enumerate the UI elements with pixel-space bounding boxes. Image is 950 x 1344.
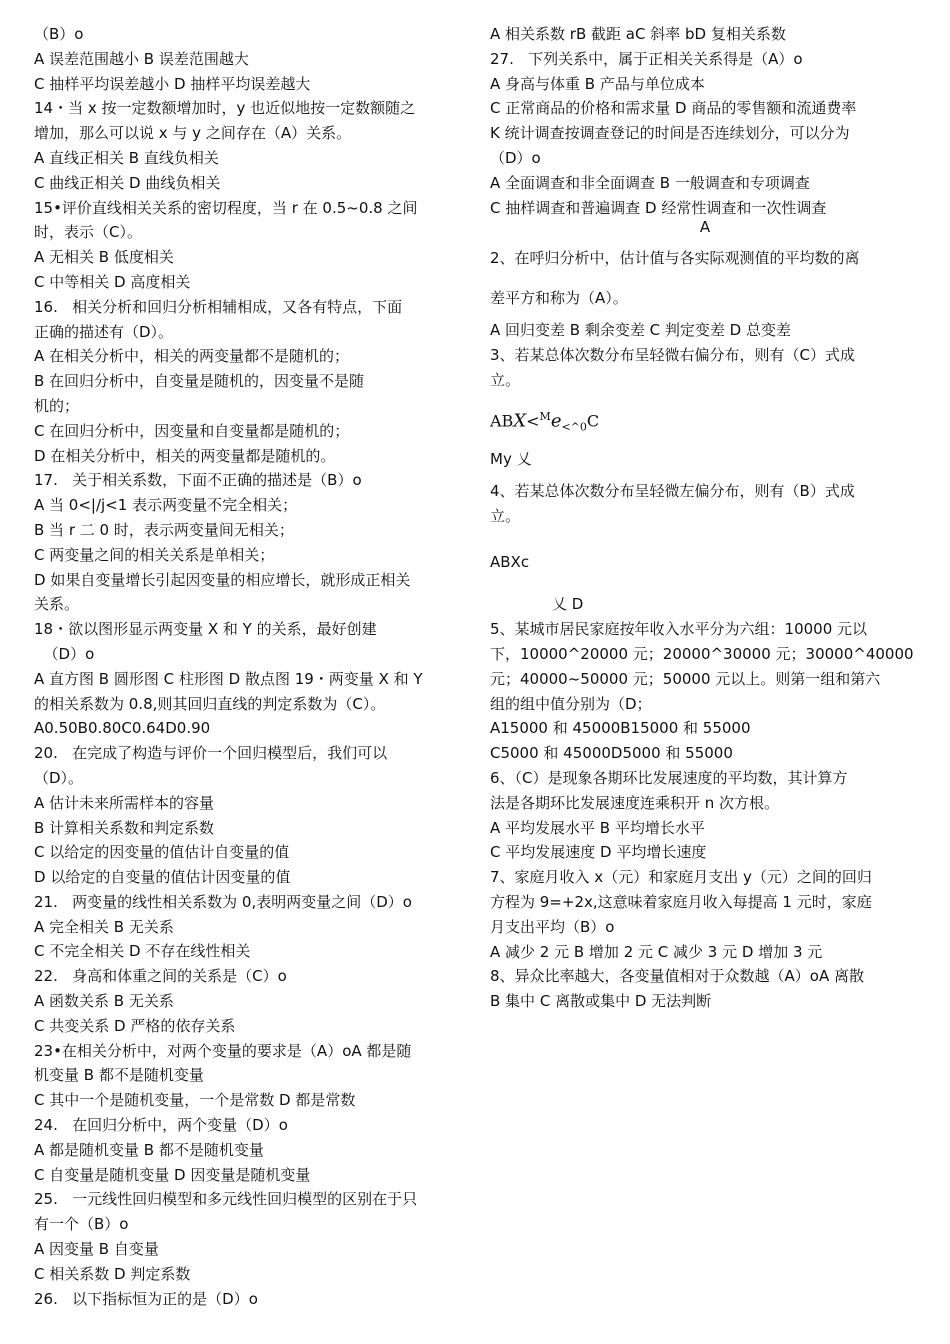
yi-d-line: 乂 D (552, 595, 584, 614)
left-line-4: 增加，那么可以说 x 与 y 之间存在（A）关系。 (34, 124, 352, 143)
left-line-0: （B）o (34, 25, 84, 43)
q3-line-1: 3、若某总体次数分布呈轻微右偏分布，则有（C）式成 (490, 346, 856, 365)
left-line-30: （D）。 (34, 768, 84, 787)
left-line-49: A 因变量 B 自变量 (34, 1240, 159, 1259)
left-column (34, 22, 464, 1311)
q4-line-2: 立。 (490, 506, 521, 525)
left-line-40: C 共变关系 D 严格的依存关系 (34, 1016, 236, 1035)
left-line-48: 有一个（B）o (34, 1215, 129, 1234)
right-line-b-2: 元；40000~50000 元；50000 元以上。则第一组和第六 (490, 669, 881, 688)
formula-m: M (539, 409, 551, 423)
left-line-39: A 函数关系 B 无关系 (34, 992, 174, 1011)
right-line-b-4: A15000 和 45000B15000 和 55000 (490, 719, 751, 738)
left-line-45: A 都是随机变量 B 都不是随机变量 (34, 1140, 264, 1159)
right-line-b-7: 法是各期环比发展速度连乘积开 n 次方根。 (490, 793, 780, 812)
right-line-b-14: 8、异众比率越大，各变量值相对于众数越（A）oA 离散 (490, 967, 865, 986)
left-line-15: 机的； (34, 396, 80, 415)
right-line-b-5: C5000 和 45000D5000 和 55000 (490, 744, 733, 763)
formula-x: X (513, 410, 527, 432)
left-line-9: A 无相关 B 低度相关 (34, 248, 174, 267)
left-line-47: 25. 一元线性回归模型和多元线性回归模型的区别在于只 (34, 1190, 418, 1209)
formula-o: 0 (579, 420, 587, 434)
left-line-5: A 直线正相关 B 直线负相关 (34, 148, 219, 167)
left-line-2: C 抽样平均误差越小 D 抽样平均误差越大 (34, 74, 311, 93)
left-line-22: D 如果自变量增长引起因变量的相应增长，就形成正相关 (34, 570, 411, 589)
left-line-16: C 在回归分析中，因变量和自变量都是随机的； (34, 421, 350, 440)
right-block-1 (490, 22, 920, 220)
left-line-51: 26. 以下指标恒为正的是（D）o (34, 1289, 258, 1308)
left-line-13: A 在相关分析中，相关的两变量都不是随机的； (34, 347, 350, 366)
right-line-4: K 统计调查按调查登记的时间是否连续划分，可以分为 (490, 124, 850, 143)
formula-e: e (550, 410, 562, 432)
left-line-29: 20. 在完成了构造与评价一个回归模型后，我们可以 (34, 744, 388, 763)
left-line-31: A 估计未来所需样本的容量 (34, 793, 215, 812)
left-line-35: 21. 两变量的线性相关系数为 0,表明两变量之间（D）o (34, 892, 412, 911)
right-block-2 (490, 617, 920, 1014)
left-line-36: A 完全相关 B 无关系 (34, 917, 174, 936)
left-line-6: C 曲线正相关 D 曲线负相关 (34, 173, 221, 192)
left-line-38: 22. 身高和体重之间的关系是（C）o (34, 967, 287, 986)
left-line-27: 的相关系数为 0.8,则其回归直线的判定系数为（C）。 (34, 694, 386, 713)
right-line-1: 27. 下列关系中，属于正相关关系得是（A）o (490, 49, 803, 68)
left-line-14: B 在回归分析中，自变量是随机的，因变量不是随 (34, 372, 365, 391)
left-line-3: 14・当 x 按一定数额增加时，y 也近似地按一定数额随之 (34, 99, 416, 118)
formula-c: C (586, 411, 600, 431)
left-line-11: 16. 相关分析和回归分析相辅相成，又各有特点，下面 (34, 297, 403, 316)
left-line-28: A0.50B0.80C0.64D0.90 (34, 719, 211, 738)
right-line-3: C 正常商品的价格和需求量 D 商品的零售额和流通费率 (490, 99, 857, 118)
right-line-b-0: 5、某城市居民家庭按年收入水平分为六组：10000 元以 (490, 620, 868, 639)
left-line-33: C 以给定的因变量的值估计自变量的值 (34, 843, 290, 862)
left-line-10: C 中等相关 D 高度相关 (34, 272, 191, 291)
left-line-12: 正确的描述有（D）。 (34, 322, 174, 341)
left-line-17: D 在相关分析中，相关的两变量都是随机的。 (34, 446, 336, 465)
right-line-b-13: A 减少 2 元 B 增加 2 元 C 减少 3 元 D 增加 3 元 (490, 942, 823, 961)
right-line-b-6: 6、（C）是现象各期环比发展速度的平均数，其计算方 (490, 768, 848, 787)
left-line-34: D 以给定的自变量的值估计因变量的值 (34, 868, 291, 887)
left-line-26: A 直方图 B 圆形图 C 柱形图 D 散点图 19・两变量 X 和 Y (34, 669, 423, 688)
right-line-b-15: B 集中 C 离散或集中 D 无法判断 (490, 992, 712, 1011)
left-line-8: 时，表示（C）。 (34, 223, 142, 242)
left-line-20: B 当 r 二 0 时，表示两变量间无相关； (34, 520, 294, 539)
right-line-b-1: 下，10000^20000 元；20000^30000 元；30000^40000 (490, 644, 914, 663)
right-line-b-11: 方程为 9=+2x,这意味着家庭月收入每提高 1 元时，家庭 (490, 892, 872, 911)
left-line-43: C 其中一个是随机变量，一个是常数 D 都是常数 (34, 1091, 356, 1110)
right-line-7: C 抽样调查和普遍调查 D 经常性调查和一次性调查 (490, 198, 827, 217)
formula-line (490, 397, 920, 437)
q4-line-1: 4、若某总体次数分布呈轻微左偏分布，则有（B）式成 (490, 481, 855, 500)
centered-letter: A (699, 218, 711, 237)
left-line-25: （D）o (34, 644, 95, 663)
abxc-line: ABXc (490, 553, 530, 572)
left-line-18: 17. 关于相关系数，下面不正确的描述是（B）o (34, 471, 362, 490)
my-line: My 乂 (490, 449, 532, 468)
right-line-b-3: 组的组中值分别为（D； (490, 694, 652, 713)
left-line-46: C 自变量是随机变量 D 因变量是随机变量 (34, 1165, 311, 1184)
q3-line-2: 立。 (490, 370, 521, 389)
formula-lt: < (526, 411, 540, 431)
right-line-0: A 相关系数 rB 截距 aC 斜率 bD 复相关系数 (490, 25, 786, 43)
left-line-32: B 计算相关系数和判定系数 (34, 818, 215, 837)
left-line-19: A 当 0<|/j<1 表示两变量不完全相关； (34, 496, 298, 515)
right-line-b-10: 7、家庭月收入 x（元）和家庭月支出 y（元）之间的回归 (490, 868, 872, 887)
left-line-1: A 误差范围越小 B 误差范围越大 (34, 49, 249, 68)
left-line-37: C 不完全相关 D 不存在线性相关 (34, 942, 251, 961)
left-line-21: C 两变量之间的相关关系是单相关； (34, 545, 275, 564)
formula-ab: AB (490, 411, 514, 431)
left-line-23: 关系。 (34, 595, 80, 614)
right-line-5: （D）o (490, 148, 541, 167)
left-line-50: C 相关系数 D 判定系数 (34, 1264, 191, 1283)
left-line-7: 15•评价直线相关关系的密切程度，当 r 在 0.5~0.8 之间 (34, 198, 418, 217)
q2-line-1: 2、在呼归分析中，估计值与各实际观测值的平均数的离 (490, 249, 860, 268)
right-column (490, 22, 920, 1014)
q2-line-2: 差平方和称为（A）。 (490, 289, 628, 308)
left-line-24: 18・欲以图形显示两变量 X 和 Y 的关系，最好创建 (34, 620, 377, 639)
right-line-b-12: 月支出平均（B）o (490, 917, 615, 936)
q2-options: A 回归变差 B 剩余变差 C 判定变差 D 总变差 (490, 321, 791, 340)
right-line-2: A 身高与体重 B 产品与单位成本 (490, 74, 705, 93)
left-line-41: 23•在相关分析中，对两个变量的要求是（A）oA 都是随 (34, 1041, 412, 1060)
left-line-44: 24. 在回归分析中，两个变量（D）o (34, 1116, 288, 1135)
left-line-42: 机变量 B 都不是随机变量 (34, 1066, 204, 1085)
formula-tail: <^ (561, 420, 580, 434)
right-line-b-9: C 平均发展速度 D 平均增长速度 (490, 843, 707, 862)
right-line-6: A 全面调查和非全面调查 B 一般调查和专项调查 (490, 173, 810, 192)
right-line-b-8: A 平均发展水平 B 平均增长水平 (490, 818, 705, 837)
